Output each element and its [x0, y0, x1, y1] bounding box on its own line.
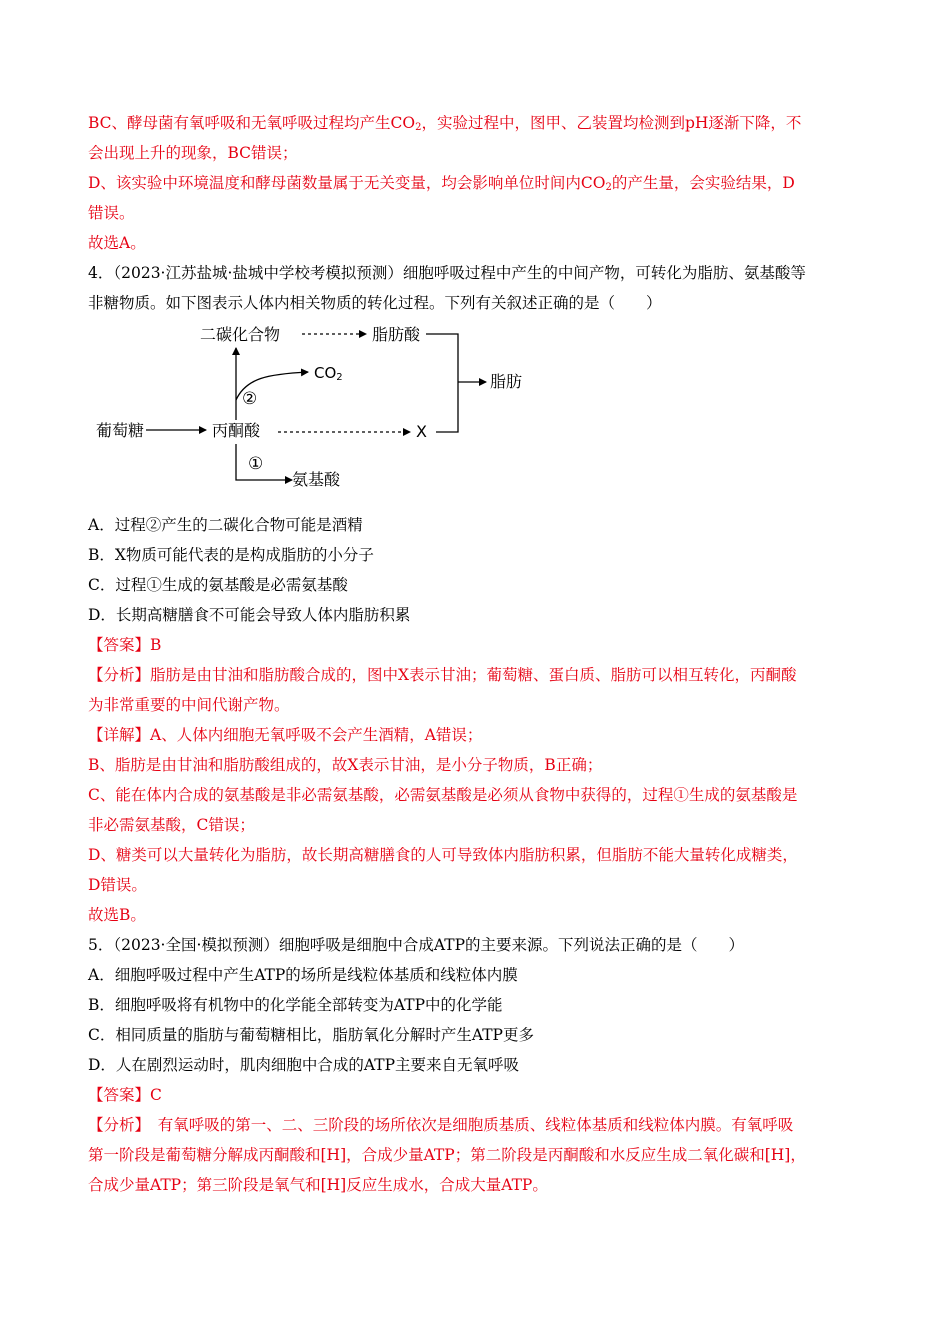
node-x: X	[416, 422, 427, 441]
document-page	[88, 108, 864, 1200]
node-fat: 脂肪	[490, 372, 523, 391]
q5-analysis-line3: 合成少量ATP；第三阶段是氧气和[H]反应生成水，合成大量ATP。	[88, 1176, 548, 1194]
q5-option-d: D．人在剧烈运动时，肌肉细胞中合成的ATP主要来自无氧呼吸	[88, 1056, 520, 1074]
q4-option-a: A．过程②产生的二碳化合物可能是酒精	[88, 516, 363, 534]
step2-label: ②	[242, 389, 258, 409]
prev-bc-line2: 会出现上升的现象，BC错误；	[88, 144, 298, 162]
q5-answer: 【答案】C	[88, 1086, 162, 1104]
node-two-carbon: 二碳化合物	[200, 325, 281, 344]
q5-stem: 5．（2023·全国·模拟预测）细胞呼吸是细胞中合成ATP的主要来源。下列说法正确的是（ ）	[88, 936, 745, 954]
q5-option-a: A．细胞呼吸过程中产生ATP的场所是线粒体基质和线粒体内膜	[88, 966, 518, 984]
q4-option-b: B．X物质可能代表的是构成脂肪的小分子	[88, 546, 374, 564]
q4-detail-c2: 非必需氨基酸，C错误；	[88, 816, 255, 834]
metabolism-diagram	[88, 326, 558, 506]
q4-option-c: C．过程①生成的氨基酸是必需氨基酸	[88, 576, 348, 594]
q4-detail-a: 【详解】A、人体内细胞无氧呼吸不会产生酒精，A错误；	[88, 726, 483, 744]
q4-detail-d1: D、糖类可以大量转化为脂肪，故长期高糖膳食的人可导致体内脂肪积累，但脂肪不能大量转化成糖类，	[88, 846, 798, 864]
q5-analysis-line2: 第一阶段是葡萄糖分解成丙酮酸和[H]，合成少量ATP；第二阶段是丙酮酸和水反应生成二氧化碳和[H]，	[88, 1146, 806, 1164]
node-glucose: 葡萄糖	[96, 421, 145, 440]
q4-analysis-line1: 【分析】脂肪是由甘油和脂肪酸合成的，图中X表示甘油；葡萄糖、蛋白质、脂肪可以相互转化，丙酮酸	[88, 666, 797, 684]
prev-d-line2: 错误。	[88, 204, 135, 222]
q4-detail-b: B、脂肪是由甘油和脂肪酸组成的，故X表示甘油，是小分子物质，B正确；	[88, 756, 603, 774]
q4-analysis-line2: 为非常重要的中间代谢产物。	[88, 696, 290, 714]
node-amino-acid: 氨基酸	[292, 470, 341, 489]
step1-label: ①	[248, 454, 264, 474]
q5-option-c: C．相同质量的脂肪与葡萄糖相比，脂肪氧化分解时产生ATP更多	[88, 1026, 534, 1044]
q4-detail-d2: D错误。	[88, 876, 147, 894]
node-fatty-acid: 脂肪酸	[372, 325, 421, 344]
arrow-pyruvate-aminoacid	[236, 444, 292, 480]
q4-choose: 故选B。	[88, 906, 146, 924]
q4-stem-line1: 4．（2023·江苏盐城·盐城中学校考模拟预测）细胞呼吸过程中产生的中间产物，可转化为脂肪、氨基酸等	[88, 264, 806, 282]
q4-option-d: D．长期高糖膳食不可能会导致人体内脂肪积累	[88, 606, 411, 624]
node-pyruvate: 丙酮酸	[212, 421, 261, 440]
q5-analysis-line1: 【分析】 有氧呼吸的第一、二、三阶段的场所依次是细胞质基质、线粒体基质和线粒体内膜。有氧呼吸	[88, 1116, 794, 1134]
node-co2: $CO_2$	[314, 364, 343, 383]
prev-bc-line1: BC、酵母菌有氧呼吸和无氧呼吸过程均产生$CO_2$，实验过程中，图甲、乙装置均检测到pH逐渐下降，不	[88, 114, 802, 133]
bracket-fat	[426, 334, 458, 432]
q4-answer: 【答案】B	[88, 636, 162, 654]
q4-detail-c1: C、能在体内合成的氨基酸是非必需氨基酸，必需氨基酸是必须从食物中获得的，过程①生成的氨基酸是	[88, 786, 798, 804]
q4-stem-line2: 非糖物质。如下图表示人体内相关物质的转化过程。下列有关叙述正确的是（ ）	[88, 294, 662, 312]
prev-d-line1: D、该实验中环境温度和酵母菌数量属于无关变量，均会影响单位时间内$CO_2$的产生量，会实验结果，D	[88, 174, 795, 193]
q5-option-b: B．细胞呼吸将有机物中的化学能全部转变为ATP中的化学能	[88, 996, 503, 1014]
prev-choose: 故选A。	[88, 234, 146, 252]
